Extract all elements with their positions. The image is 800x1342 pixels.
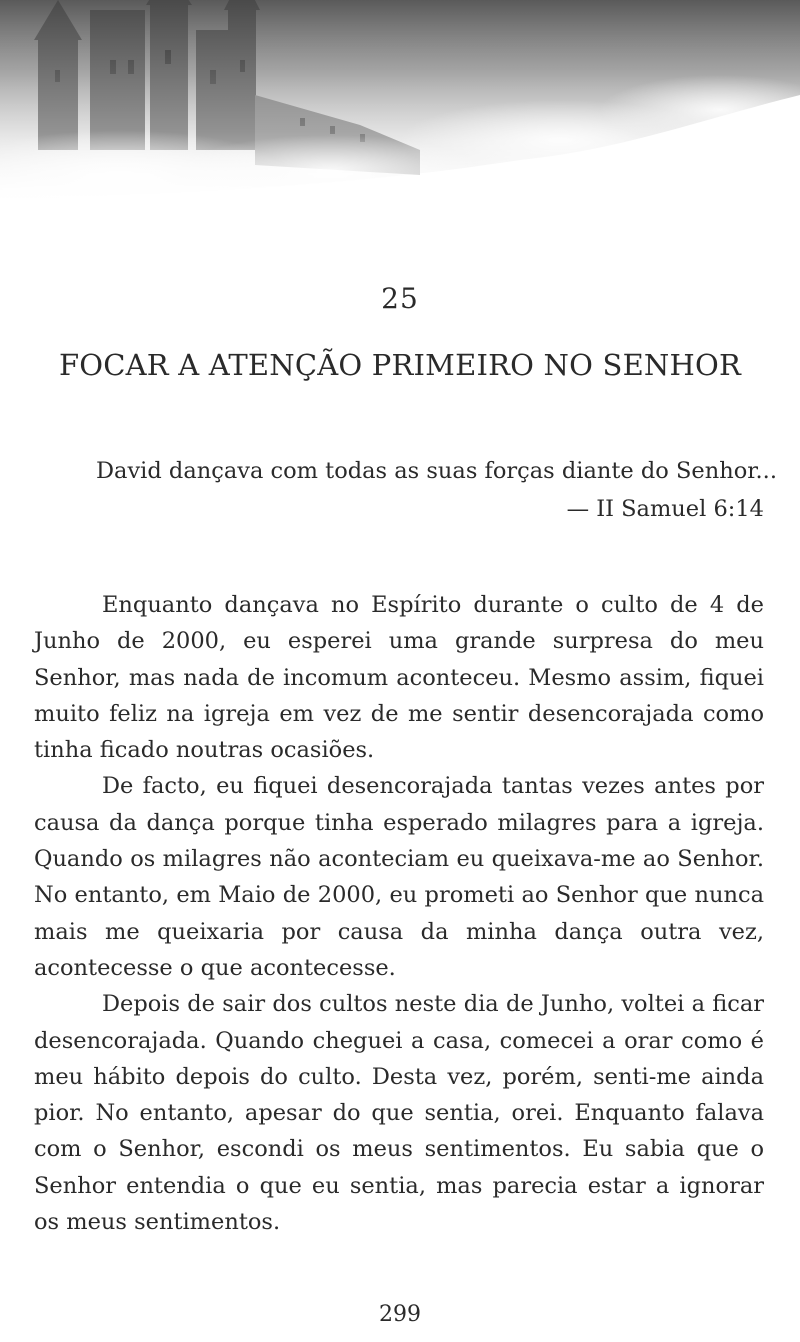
paragraph: De facto, eu fiquei desencorajada tantas vezes antes por causa da dança porque tinha esperado milagres para a igreja. Quando os milagres não aconteciam eu queixava-me ao Senhor. No entanto, em Maio de 2000, eu prometi ao Senhor que nunca mais me queixaria por causa da minha dança outra vez, acontecesse o que acontecesse. [34, 773, 764, 981]
castle-illustration-icon [0, 0, 800, 240]
body-text [34, 587, 764, 1240]
epigraph [96, 452, 777, 528]
paragraph: Enquanto dançava no Espírito durante o culto de 4 de Junho de 2000, eu esperei uma grande surpresa do meu Senhor, mas nada de incomum aconteceu. Mesmo assim, fiquei muito feliz na igreja em vez de me sentir desencorajada como tinha ficado noutras ocasiões. [34, 592, 764, 764]
paragraph: Depois de sair dos cultos neste dia de Junho, voltei a ficar desencorajada. Quando cheguei a casa, comecei a orar como é meu hábito depois do culto. Desta vez, porém, senti-me ainda pior. No entanto, apesar do que sentia, orei. Enquanto falava com o Senhor, escondi os meus sentimentos. Eu sabia que o Senhor entendia o que eu sentia, mas parecia estar a ignorar os meus sentimentos. [34, 991, 764, 1236]
chapter-title: FOCAR A ATENÇÃO PRIMEIRO NO SENHOR [58, 348, 742, 382]
chapter-number: 25 [381, 282, 419, 315]
page-number: 299 [379, 1302, 421, 1327]
epigraph-quote: David dançava com todas as suas forças diante do Senhor... [96, 458, 777, 484]
epigraph-source: — II Samuel 6:14 [566, 496, 764, 522]
